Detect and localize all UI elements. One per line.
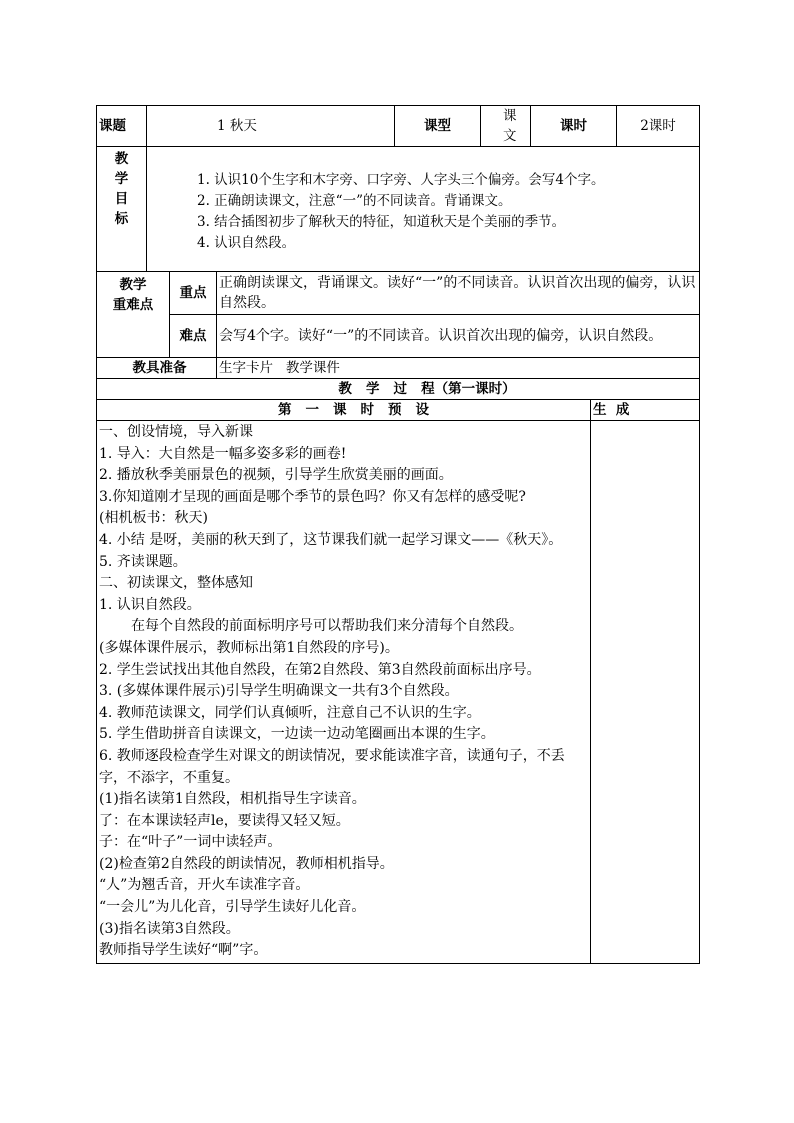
process-line: 在每个自然段的前面标明序号可以帮助我们来分清每个自然段。 — [131, 618, 523, 635]
goals-label: 教 学 目 标 — [97, 147, 147, 272]
process-line: (2)检查第2自然段的朗读情况，教师相机指导。 — [99, 855, 394, 872]
materials-value: 生字卡片 教学课件 — [217, 358, 700, 379]
focus-label: 重点 — [170, 272, 217, 315]
process-line: (多媒体课件展示，教师标出第1自然段的序号)。 — [99, 639, 399, 656]
goal-item: 3. 结合插图初步了解秋天的特征，知道秋天是个美丽的季节。 — [197, 214, 566, 230]
process-table — [96, 378, 700, 964]
hours-value: 2课时 — [617, 106, 700, 147]
title-value: 1 秋天 — [147, 106, 395, 147]
process-line: 3.你知道刚才呈现的画面是哪个季节的景色吗？你又有怎样的感受呢? — [99, 488, 526, 505]
goals-row — [97, 147, 700, 272]
process-line: 子：在“叶子”一词中读轻声。 — [99, 834, 282, 851]
goal-item: 4. 认识自然段。 — [197, 235, 296, 251]
goals-content — [147, 147, 700, 272]
process-line: 6. 教师逐段检查学生对课文的朗读情况，要求能读准字音，读通句子，不丢字，不添字，不重复。 — [99, 747, 565, 786]
process-line: (3)指名读第3自然段。 — [99, 920, 240, 937]
process-header-row — [97, 400, 700, 421]
key-points-label: 教学 重难点 — [97, 272, 170, 358]
process-line: (相机板书：秋天) — [99, 510, 208, 527]
process-line: 2. 学生尝试找出其他自然段，在第2自然段、第3自然段前面标出序号。 — [99, 661, 541, 678]
process-line: 5. 齐读课题。 — [99, 553, 187, 570]
focus-text: 正确朗读课文，背诵课文。读好“一”的不同读音。认识首次出现的偏旁，认识自然段。 — [217, 272, 700, 315]
process-line: 3. (多媒体课件展示)引导学生明确课文一共有3个自然段。 — [99, 683, 459, 700]
process-line: “人”为翘舌音，开火车读准字音。 — [99, 877, 310, 894]
title-label: 课题 — [97, 106, 147, 147]
materials-label: 教具准备 — [97, 358, 217, 379]
key-points-table — [96, 271, 700, 379]
process-line: 4. 教师范读课文，同学们认真倾听，注意自己不认识的生字。 — [99, 704, 481, 721]
process-line: “一会儿”为儿化音，引导学生读好儿化音。 — [99, 899, 366, 916]
lesson-plan-page — [96, 105, 699, 964]
process-title-row — [97, 379, 700, 400]
process-line: 二、初读课文，整体感知 — [99, 575, 253, 592]
type-value: 课文 — [481, 106, 531, 147]
process-line: 2. 播放秋季美丽景色的视频，引导学生欣赏美丽的画面。 — [99, 467, 453, 484]
process-line: 了：在本课读轻声le，要读得又轻又短。 — [99, 812, 350, 829]
lesson-plan-table — [96, 105, 700, 272]
focus-row — [97, 272, 700, 315]
type-label: 课型 — [395, 106, 481, 147]
goal-item: 2. 正确朗读课文，注意“一”的不同读音。背诵课文。 — [197, 193, 512, 209]
preset-header: 第一课时预设 — [97, 400, 591, 421]
process-line: 4. 小结 是呀，美丽的秋天到了，这节课我们就一起学习课文——《秋天》。 — [99, 531, 563, 548]
process-line: 5. 学生借助拼音自读课文，一边读一边动笔圈画出本课的生字。 — [99, 726, 495, 743]
header-row — [97, 106, 700, 147]
difficulty-label: 难点 — [170, 315, 217, 358]
process-line: 教师指导学生读好“啊”字。 — [99, 942, 268, 959]
process-line: 1. 认识自然段。 — [99, 596, 201, 613]
process-body-row — [97, 421, 700, 964]
process-line: (1)指名读第1自然段，相机指导生字读音。 — [99, 791, 366, 808]
process-title: 教 学 过 程（第一课时） — [97, 379, 700, 400]
generate-header: 生 成 — [591, 400, 700, 421]
difficulty-row — [97, 315, 700, 358]
difficulty-text: 会写4个字。读好“一”的不同读音。认识首次出现的偏旁，认识自然段。 — [217, 315, 700, 358]
generate-content — [591, 421, 700, 964]
process-line: 一、创设情境，导入新课 — [99, 424, 253, 440]
preset-content — [97, 421, 591, 964]
process-line: 1. 导入：大自然是一幅多姿多彩的画卷! — [99, 445, 347, 462]
goal-item: 1. 认识10个生字和木字旁、口字旁、人字头三个偏旁。会写4个字。 — [197, 172, 605, 188]
materials-row — [97, 358, 700, 379]
hours-label: 课时 — [531, 106, 617, 147]
